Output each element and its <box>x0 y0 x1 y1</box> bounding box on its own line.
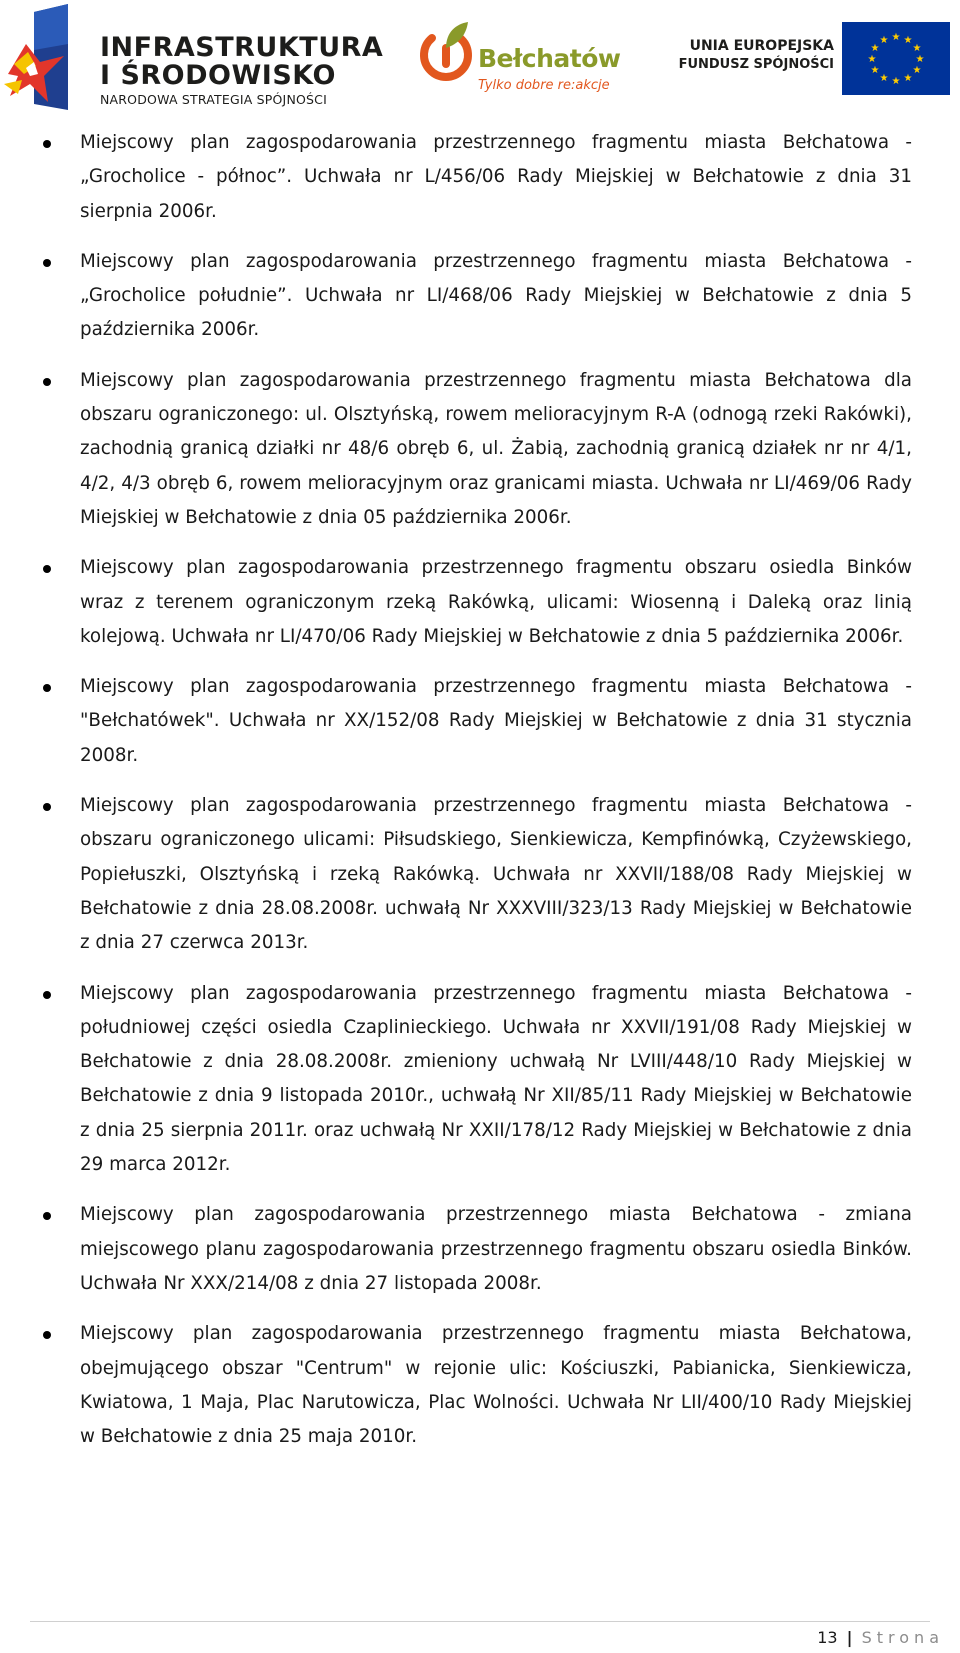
belchatow-name: Bełchatów <box>478 44 621 73</box>
list-item-text: Miejscowy plan zagospodarowania przestrzennego miasta Bełchatowa - zmiana miejscowego planu zagospodarowania przestrzennego fragmentu obszaru osiedla Binków. Uchwała Nr XXX/214/08 z dnia 27 listopada 2008r. <box>80 1204 912 1294</box>
bullet-icon <box>43 803 51 811</box>
svg-text:★: ★ <box>891 76 901 87</box>
svg-text:★: ★ <box>879 73 889 84</box>
list-item-text: Miejscowy plan zagospodarowania przestrzennego fragmentu miasta Bełchatowa - „Grocholice południe”. Uchwała nr LI/468/06 Rady Miejskiej w Bełchatowie z dnia 5 października 2006r. <box>80 250 912 341</box>
power-button-icon <box>416 18 476 88</box>
list-item <box>0 1198 960 1301</box>
eu-cohesion-fund-logo <box>678 22 950 98</box>
eu-title: UNIA EUROPEJSKA <box>689 38 834 54</box>
bullet-icon <box>43 684 51 692</box>
svg-text:★: ★ <box>870 43 880 54</box>
page-header <box>0 0 960 118</box>
bullet-icon <box>43 565 51 573</box>
bullet-icon <box>43 259 51 267</box>
svg-text:★: ★ <box>915 54 925 65</box>
list-item <box>0 245 960 348</box>
svg-text:★: ★ <box>903 73 913 84</box>
page-label: Strona <box>861 1628 944 1647</box>
page-footer <box>817 1628 944 1647</box>
bullet-icon <box>43 1212 51 1220</box>
svg-text:★: ★ <box>891 32 901 43</box>
infrastruktura-emblem-icon <box>4 4 94 116</box>
list-item <box>0 551 960 654</box>
svg-text:★: ★ <box>870 65 880 76</box>
document-body <box>0 126 960 1470</box>
belchatow-slogan: Tylko dobre re:akcje <box>478 78 610 93</box>
svg-text:★: ★ <box>867 54 877 65</box>
svg-text:★: ★ <box>912 43 922 54</box>
zoning-plan-list <box>0 126 960 1454</box>
list-item-text: Miejscowy plan zagospodarowania przestrzennego fragmentu miasta Bełchatowa dla obszaru ograniczonego: ul. Olsztyńską, rowem melioracyjnym R-A (odnogą rzeki Rakówki), zachodnią granicą działki nr 48/6 obręb 6, ul. Żabią, zachodnią granicą działek nr nr 4/1, 4/2, 4/3 obręb 6, rowem melioracyjnym oraz granicami miasta. Uchwała nr LI/469/06 Rady Miejskiej w Bełchatowie z dnia 05 października 2006r. <box>80 369 912 528</box>
infrastruktura-srodowisko-logo <box>4 4 384 116</box>
eu-flag-icon <box>842 22 950 95</box>
svg-text:★: ★ <box>903 35 913 46</box>
infra-title-line2: I ŚRODOWISKO <box>100 60 336 91</box>
list-item <box>0 789 960 960</box>
svg-text:★: ★ <box>879 35 889 46</box>
list-item <box>0 977 960 1183</box>
page-number: 13 <box>817 1628 838 1647</box>
list-item <box>0 126 960 229</box>
page-separator: | <box>846 1628 853 1647</box>
svg-text:★: ★ <box>912 65 922 76</box>
list-item <box>0 364 960 535</box>
belchatow-logo <box>416 18 621 108</box>
bullet-icon <box>43 991 51 999</box>
infra-subtitle: NARODOWA STRATEGIA SPÓJNOŚCI <box>100 92 327 107</box>
list-item <box>0 670 960 773</box>
list-item-text: Miejscowy plan zagospodarowania przestrzennego fragmentu obszaru osiedla Binków wraz z terenem ograniczonym rzeką Rakówką, ulicami: Wiosenną i Daleką oraz linią kolejową. Uchwała nr LI/470/06 Rady Miejskiej w Bełchatowie z dnia 5 października 2006r. <box>80 557 912 647</box>
list-item-text: Miejscowy plan zagospodarowania przestrzennego fragmentu miasta Bełchatowa - południowej części osiedla Czaplinieckiego. Uchwała nr XXVII/191/08 Rady Miejskiej w Bełchatowie z dnia 28.08.2008r. zmieniony uchwałą Nr LVIII/448/10 Rady Miejskiej w Bełchatowie z dnia 9 listopada 2010r., uchwałą Nr XII/85/11 Rady Miejskiej w Bełchatowie z dnia 25 sierpnia 2011r. oraz uchwałą Nr XXII/178/12 Rady Miejskiej w Bełchatowie z dnia 29 marca 2012r. <box>80 982 912 1176</box>
bullet-icon <box>43 378 51 386</box>
eu-fund-name: FUNDUSZ SPÓJNOŚCI <box>678 57 834 72</box>
footer-divider <box>30 1621 930 1622</box>
infra-title-line1: INFRASTRUKTURA <box>100 32 384 63</box>
list-item <box>0 1317 960 1454</box>
list-item-text: Miejscowy plan zagospodarowania przestrzennego fragmentu miasta Bełchatowa - „Grocholice - północ”. Uchwała nr L/456/06 Rady Miejskiej w Bełchatowie z dnia 31 sierpnia 2006r. <box>80 132 912 222</box>
list-item-text: Miejscowy plan zagospodarowania przestrzennego fragmentu miasta Bełchatowa - "Bełchatówek". Uchwała nr XX/152/08 Rady Miejskiej w Bełchatowie z dnia 31 stycznia 2008r. <box>80 676 912 766</box>
bullet-icon <box>43 140 51 148</box>
bullet-icon <box>43 1331 51 1339</box>
list-item-text: Miejscowy plan zagospodarowania przestrzennego fragmentu miasta Bełchatowa, obejmującego obszar "Centrum" w rejonie ulic: Kościuszki, Pabianicka, Sienkiewicza, Kwiatowa, 1 Maja, Plac Narutowicza, Plac Wolności. Uchwała Nr LII/400/10 Rady Miejskiej w Bełchatowie z dnia 25 maja 2010r. <box>80 1323 912 1448</box>
list-item-text: Miejscowy plan zagospodarowania przestrzennego fragmentu miasta Bełchatowa - obszaru ograniczonego ulicami: Piłsudskiego, Sienkiewicza, Kempfinówką, Czyżewskiego, Popiełuszki, Olsztyńską i rzeką Rakówką. Uchwała nr XXVII/188/08 Rady Miejskiej w Bełchatowie z dnia 28.08.2008r. uchwałą Nr XXXVIII/323/13 Rady Miejskiej w Bełchatowie z dnia 27 czerwca 2013r. <box>80 795 912 954</box>
